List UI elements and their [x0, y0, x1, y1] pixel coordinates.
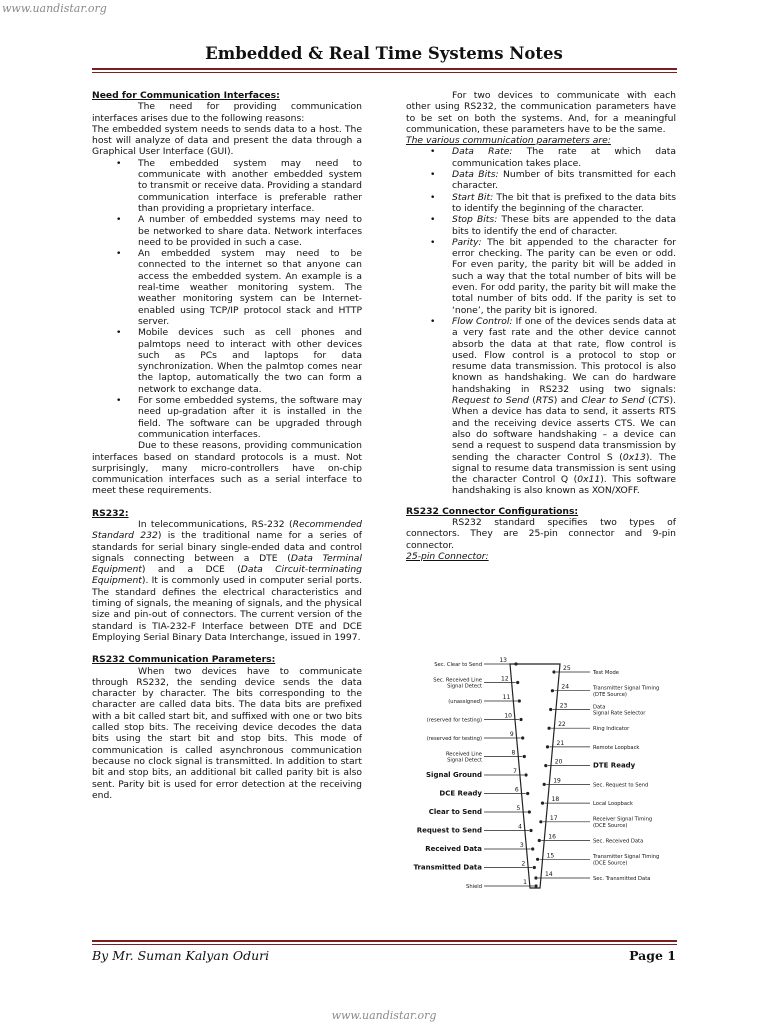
pin-dot: [539, 820, 542, 823]
db25-pinout-diagram: [408, 656, 678, 896]
pin-label: (unassigned): [448, 699, 482, 705]
list-item: • The embedded system may need to communicate with another embedded system to transmit or receive data. Providing a standard communication interface is preferable rather than providing a proprietary interface.: [138, 158, 362, 214]
pin-number: 15: [546, 852, 555, 860]
paragraph: RS232 standard specifies two types of connectors. They are 25-pin connector and 9-pin connector.: [406, 516, 676, 551]
parameters-list: [406, 146, 676, 496]
paragraph: The need for providing communication interfaces arises due to the following reasons:: [92, 101, 362, 124]
section-heading-connector-configurations: RS232 Connector Configurations:: [406, 505, 579, 517]
section-heading-rs232: RS232:: [92, 507, 129, 519]
pin-label: Request to Send: [416, 826, 482, 835]
section-heading-communication-parameters: RS232 Communication Parameters:: [92, 654, 276, 666]
pin-dot: [516, 681, 519, 684]
pin-number: 20: [554, 758, 563, 766]
list-item: • Mobile devices such as cell phones and palmtops need to interact with other devices such as PCs and laptops for data synchronization. When the palmtop comes near the laptop, automatically the two can form a network to exchange data.: [138, 327, 362, 395]
paragraph: Due to these reasons, providing communication interfaces based on standard protocols is a must. Not surprisingly, many micro-controllers have on-chip communication interfaces such as a serial interface to meet these requirements.: [92, 440, 362, 497]
pin-number: 6: [514, 786, 519, 794]
pin-label: Sec. Transmitted Data: [593, 876, 651, 882]
pin-label: Sec. Request to Send: [593, 782, 649, 789]
pin-dot: [514, 662, 517, 665]
pin-label: Transmitter Signal Timing (DTE Source): [593, 685, 660, 698]
paragraph: The embedded system needs to sends data to a host. The host will analyze of data and present the data through a Graphical User Interface (GUI).: [92, 123, 362, 158]
pin-number: 7: [513, 768, 517, 775]
pin-label: Remote Loopback: [593, 744, 640, 751]
list-item: • Start Bit: The bit that is prefixed to the data bits to identify the beginning of the character.: [452, 192, 676, 215]
pin-dot: [534, 884, 537, 887]
right-column: [406, 90, 676, 562]
pin-dot: [551, 689, 554, 692]
pin-number: 14: [545, 871, 553, 878]
watermark-bottom[interactable]: www.uandistar.org: [331, 1009, 437, 1022]
list-item: • A number of embedded systems may need to be networked to share data. Network interfaces need to be provided in such a case.: [138, 214, 362, 248]
page-number: Page 1: [629, 948, 676, 963]
pin-dot: [536, 858, 539, 861]
pin-dot: [518, 699, 521, 702]
pin-number: 21: [556, 739, 565, 747]
pin-label: (reserved for testing): [426, 717, 482, 724]
pin-number: 9: [509, 731, 514, 738]
pin-label: Sec. Received Data: [593, 838, 644, 845]
pin-dot: [548, 727, 551, 730]
watermark-top[interactable]: www.uandistar.org: [2, 2, 107, 15]
reasons-list: [92, 158, 362, 440]
paragraph: For two devices to communicate with each other using RS232, the communication parameters have to be set on both the systems. And, for a meaningful communication, these parameters have to be the same.: [406, 90, 676, 135]
pin-label: Clear to Send: [428, 808, 482, 816]
pin-dot: [549, 708, 552, 711]
pin-label: Data Signal Rate Selector: [593, 704, 646, 717]
pin-number: 23: [559, 702, 568, 710]
pin-dot: [531, 847, 534, 850]
pin-number: 16: [548, 833, 556, 841]
pin-dot: [528, 810, 531, 813]
section-heading-communication-interfaces: Need for Communication Interfaces:: [92, 90, 280, 101]
pin-number: 3: [519, 842, 524, 849]
list-item: • For some embedded systems, the software may need up-gradation after it is installed in the field. The software can be upgraded through communication interfaces.: [138, 395, 362, 440]
pin-label: Local Loopback: [593, 801, 633, 808]
pin-number: 11: [502, 694, 511, 701]
pin-number: 4: [518, 823, 522, 831]
left-column: [92, 90, 362, 801]
list-item: • Data Bits: Number of bits transmitted for each character.: [452, 169, 676, 192]
pin-label: DCE Ready: [439, 789, 482, 798]
pin-dot: [521, 736, 524, 739]
pin-label: Signal Ground: [426, 771, 482, 779]
paragraph-rs232: In telecommunications, RS-232 (Recommended Standard 232) is the traditional name for a series of standards for serial binary single-ended data and control signals connecting between a DTE (Data Terminal Equipment) and a DCE (Data Circuit-terminating Equipment). It is commonly used in computer serial ports. The standard defines the electrical characteristics and timing of signals, the meaning of signals, and the physical size and pin-out of connectors. The current version of the standard is TIA-232-F Interface between DTE and DCE Employing Serial Binary Data Interchange, issued in 1997.: [92, 518, 363, 643]
pin-label: Sec. Received Line Signal Detect: [433, 677, 482, 690]
pin-number: 19: [553, 777, 561, 785]
left-pins: [413, 657, 537, 890]
pin-label: Transmitted Data: [413, 863, 482, 872]
pin-number: 2: [521, 860, 526, 868]
list-item: • Parity: The bit appended to the character for error checking. The parity can be even or odd. For even parity, the parity bit will be added in such a way that the total number of bits will be even. For odd parity, the parity bit will make the total number of bits odd. If the parity is set to ‘none’, the parity bit is ignored.: [452, 237, 676, 316]
pin-dot: [541, 802, 544, 805]
list-item: • Stop Bits: These bits are appended to the data bits to identify the end of character.: [452, 214, 676, 237]
pin-dot: [534, 876, 537, 879]
footer-rule-thin: [92, 944, 677, 945]
pin-number: 1: [523, 879, 527, 886]
footer-rule-thick: [92, 940, 677, 942]
pin-label: DTE Ready: [593, 761, 636, 770]
pin-dot: [538, 839, 541, 842]
pin-dot: [552, 670, 555, 673]
pin-dot: [544, 764, 547, 767]
pin-dot: [546, 745, 549, 748]
parameters-subheading: The various communication parameters are:: [406, 135, 611, 147]
pin-number: 12: [501, 675, 509, 683]
pin-number: 24: [561, 683, 570, 691]
pin-number: 17: [549, 814, 558, 822]
pin-label: Sec. Clear to Send: [434, 662, 482, 668]
pin-dot: [533, 866, 536, 869]
pin-number: 18: [551, 796, 560, 804]
list-item: • An embedded system may need to be connected to the internet so that anyone can access the embedded system. An example is a real-time weather monitoring system. The weather monitoring system can be Internet-enabled using TCP/IP protocol stack and HTTP server.: [138, 248, 362, 327]
pin-label: Test Mode: [593, 670, 619, 676]
pin-dot: [524, 773, 527, 776]
right-pins: [534, 665, 659, 882]
pin-number: 5: [516, 805, 521, 812]
list-item: • Flow Control: If one of the devices sends data at a very fast rate and the other device cannot absorb the data at that rate, flow control is used. Flow control is a protocol to stop or resume data transmission. This protocol is also known as handshaking. We can do hardware handshaking in RS232 using two signals: Request to Send (RTS) and Clear to Send (CTS). When a device has data to send, it asserts RTS and the receiving device asserts CTS. We can also do software handshaking – a device can send a request to suspend data transmission by sending the character Control S (0x13). The signal to resume data transmission is sent using the character Control Q (0x11). This software handshaking is also known as XON/XOFF.: [452, 316, 676, 497]
pin-label: Transmitter Signal Timing (DCE Source): [593, 854, 660, 867]
header-rule-thin: [92, 72, 677, 73]
pin-number: 8: [511, 749, 516, 757]
footer-author: By Mr. Suman Kalyan Oduri: [92, 948, 270, 963]
pin-number: 13: [499, 657, 507, 664]
pin-dot: [523, 755, 526, 758]
pin-label: Received Data: [425, 845, 482, 853]
pin-label: Receiver Signal Timing (DCE Source): [593, 816, 653, 829]
pin-dot: [543, 783, 546, 786]
pin-label: Shield: [466, 884, 482, 890]
pin-label: (reserved for testing): [426, 736, 482, 742]
pin-dot: [526, 792, 529, 795]
connector-subheading: 25-pin Connector:: [406, 550, 489, 562]
pin-number: 25: [563, 665, 571, 672]
pin-dot: [519, 718, 522, 721]
pin-number: 22: [558, 721, 566, 729]
pin-label: Received Line Signal Detect: [445, 751, 482, 764]
list-item: • Data Rate: The rate at which data communication takes place.: [452, 146, 676, 169]
page-title: Embedded & Real Time Systems Notes: [205, 44, 563, 63]
pin-label: Ring Indicator: [593, 726, 630, 733]
paragraph: When two devices have to communicate through RS232, the sending device sends the data character by character. The bits corresponding to the character are called data bits. The data bits are prefixed with a bit called start bit, and suffixed with one or two bits called stop bits. The receiving device decodes the data bits using the start bit and stop bits. This mode of communication is called asynchronous communication because no clock signal is transmitted. In addition to start bit and stop bits, an additional bit called parity bit is also sent. Parity bit is used for error detection at the receiving end.: [92, 665, 362, 801]
header-rule-thick: [92, 68, 677, 70]
pin-dot: [529, 829, 532, 832]
pin-number: 10: [504, 712, 512, 720]
